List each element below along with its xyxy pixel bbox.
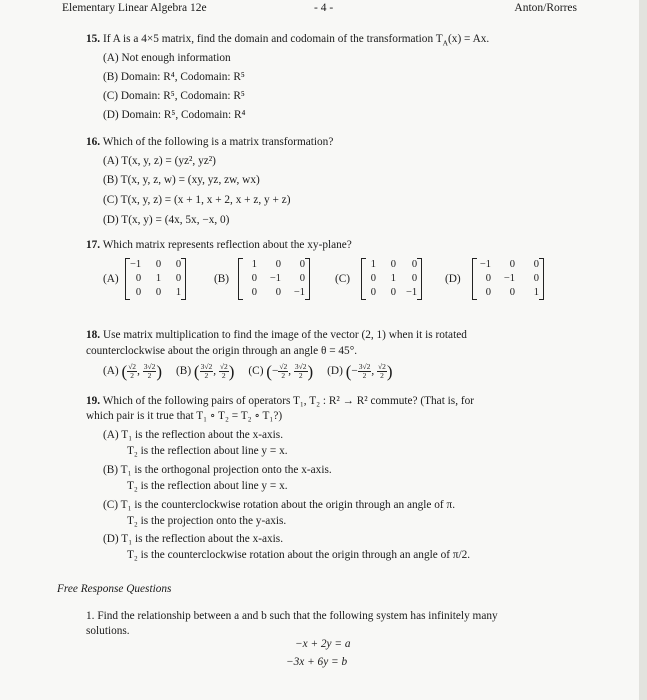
fraction-part: − bbox=[271, 365, 279, 378]
fr-q1-line1: Find the relationship between a and b such that the following system has infinitely many bbox=[97, 610, 498, 622]
matrix-cell: 0 bbox=[175, 259, 182, 270]
matrix-cell: 1 bbox=[370, 259, 376, 270]
matrix-cell: 0 bbox=[485, 273, 491, 284]
q16-option-d: (D) T(x, y) = (4x, 5x, −x, 0) bbox=[103, 214, 230, 226]
matrix-cell: 0 bbox=[533, 259, 539, 270]
q18-label: (A) bbox=[103, 365, 122, 378]
matrix-cell: 0 bbox=[370, 273, 376, 284]
q19-option-a: (A) T₁ is the reflection about the x-axis. bbox=[103, 429, 284, 441]
fraction-part: √2 bbox=[279, 362, 288, 371]
q17-matrix-3 bbox=[472, 258, 544, 300]
q16-option-c: (C) T(x, y, z) = (x + 1, x + 2, x + z, y + z) bbox=[103, 194, 291, 206]
q17-text: Which matrix represents reflection about the xy-plane? bbox=[102, 239, 352, 251]
q19-line2: which pair is it true that T₁ ∘ T₂ = T₂ ∘ T₁?) bbox=[86, 410, 283, 422]
matrix-cell: 0 bbox=[299, 273, 305, 284]
matrix-cell: −1 bbox=[130, 259, 142, 270]
matrix-cell: 0 bbox=[390, 259, 396, 270]
question-17 bbox=[86, 237, 352, 254]
matrix-cell: 1 bbox=[390, 273, 396, 284]
q18-option-2: (C) (− $\frac{√2}{2}$ , $\frac{3√2}{2}$ ) bbox=[248, 362, 314, 381]
q17-label-1: (B) bbox=[214, 273, 230, 285]
fraction-part: 2 bbox=[221, 371, 226, 380]
q18-label: (D) bbox=[327, 365, 346, 378]
q17-label-0: (A) bbox=[103, 273, 119, 285]
fraction bbox=[143, 363, 157, 380]
fraction-part: √2 bbox=[128, 362, 137, 371]
fraction-part: 2 bbox=[380, 371, 384, 380]
q19-option-b: (B) T₁ is the orthogonal projection onto the x-axis. bbox=[103, 464, 332, 476]
q15-option-d: (D) Domain: R⁵, Codomain: R⁴ bbox=[103, 109, 246, 121]
page-edge bbox=[639, 0, 647, 700]
matrix-cell: 0 bbox=[509, 259, 515, 270]
fr-equation-2: −3x + 6y = b bbox=[286, 656, 348, 668]
q16-text: Which of the following is a matrix transformation? bbox=[102, 136, 334, 148]
q19-option-c: (C) T₁ is the counterclockwise rotation about the origin through an angle of π. bbox=[103, 499, 456, 511]
fraction bbox=[278, 363, 288, 380]
q15-number: 15. bbox=[86, 33, 101, 45]
fraction-part: 3√2 bbox=[143, 362, 156, 371]
matrix-cell: 0 bbox=[275, 259, 281, 270]
q17-matrix-2 bbox=[361, 258, 422, 300]
question-15 bbox=[86, 31, 489, 51]
matrix-cell: 1 bbox=[175, 287, 182, 298]
q18-number: 18. bbox=[86, 329, 101, 341]
q18-options bbox=[103, 363, 393, 380]
fraction-part: 2 bbox=[147, 371, 152, 380]
matrix-cell: 1 bbox=[251, 259, 257, 270]
q17-number: 17. bbox=[86, 239, 101, 251]
fr-q1-number: 1. bbox=[86, 610, 95, 622]
matrix-cell: 0 bbox=[135, 287, 142, 298]
fraction-part: 3√2 bbox=[200, 362, 213, 371]
q19-option-c-t2: T₂ is the projection onto the y-axis. bbox=[127, 515, 287, 527]
header-right: Anton/Rorres bbox=[514, 2, 577, 14]
matrix-cell: 0 bbox=[135, 273, 142, 284]
matrix-cell: 0 bbox=[485, 287, 491, 298]
q15-text2: (x) = Ax. bbox=[448, 33, 490, 45]
fraction-part: 2 bbox=[281, 371, 286, 380]
question-18 bbox=[86, 327, 467, 344]
q19-line1: Which of the following pairs of operators T₁, T₂ : R² → R² commute? (That is, for bbox=[102, 395, 475, 407]
fraction-part: √2 bbox=[219, 362, 228, 371]
matrix-cell: 0 bbox=[251, 287, 257, 298]
matrix-cell: 0 bbox=[370, 287, 376, 298]
fr-equation-1: −x + 2y = a bbox=[295, 638, 351, 650]
q18-line1: Use matrix multiplication to find the image of the vector (2, 1) when it is rotated bbox=[102, 329, 467, 341]
matrix-cell: 0 bbox=[155, 287, 162, 298]
matrix-cell: −1 bbox=[293, 287, 305, 298]
q16-option-b: (B) T(x, y, z, w) = (xy, yz, zw, wx) bbox=[103, 174, 260, 186]
matrix-cell: 0 bbox=[411, 273, 418, 284]
matrix-cell: 0 bbox=[390, 287, 396, 298]
matrix-cell: 0 bbox=[155, 259, 162, 270]
q15-text: If A is a 4×5 matrix, find the domain and codomain of the transformation T bbox=[102, 33, 443, 45]
matrix-cell: 0 bbox=[251, 273, 257, 284]
fraction-part: − bbox=[351, 365, 358, 378]
matrix-cell: 0 bbox=[411, 259, 418, 270]
fraction bbox=[294, 363, 308, 380]
header-left: Elementary Linear Algebra 12e bbox=[62, 2, 207, 14]
q18-option-3: (D) (− $\frac{3√2}{2}$ , $\frac{√2}{2}$ ) bbox=[327, 362, 393, 381]
q19-number: 19. bbox=[86, 395, 101, 407]
q18-line2: counterclockwise about the origin through an angle θ = 45°. bbox=[86, 345, 358, 357]
q18-label: (C) bbox=[248, 365, 267, 378]
fraction-part: 2 bbox=[362, 371, 367, 380]
fraction-part: √2 bbox=[378, 362, 386, 371]
fraction bbox=[377, 363, 387, 380]
matrix-cell: −1 bbox=[479, 259, 491, 270]
q17-matrix-1 bbox=[238, 258, 310, 300]
matrix-cell: −1 bbox=[406, 287, 418, 298]
q19-option-b-t2: T₂ is the reflection about line y = x. bbox=[127, 480, 288, 492]
fraction bbox=[200, 363, 214, 380]
q15-option-c: (C) Domain: R⁵, Codomain: R⁵ bbox=[103, 90, 245, 102]
q19-option-a-t2: T₂ is the reflection about line y = x. bbox=[127, 445, 288, 457]
q17-label-3: (D) bbox=[445, 273, 461, 285]
fr-q1-line2: solutions. bbox=[86, 625, 130, 637]
matrix-cell: 0 bbox=[509, 287, 515, 298]
page-header bbox=[62, 2, 577, 14]
question-16 bbox=[86, 134, 333, 151]
q17-label-2: (C) bbox=[335, 273, 351, 285]
q18-option-0: (A) ( $\frac{√2}{2}$ , $\frac{3√2}{2}$ ) bbox=[103, 362, 163, 381]
q18-option-1: (B) ( $\frac{3√2}{2}$ , $\frac{√2}{2}$ ) bbox=[176, 362, 235, 381]
fraction bbox=[358, 363, 372, 380]
fraction bbox=[219, 363, 229, 380]
q15-option-b: (B) Domain: R⁴, Codomain: R⁵ bbox=[103, 71, 245, 83]
matrix-cell: 0 bbox=[533, 273, 539, 284]
q19-option-d-t2: T₂ is the counterclockwise rotation about the origin through an angle of π/2. bbox=[127, 549, 471, 561]
fraction-part: 2 bbox=[204, 371, 209, 380]
matrix-cell: 0 bbox=[275, 287, 281, 298]
header-center: - 4 - bbox=[314, 2, 334, 14]
fraction bbox=[127, 363, 137, 380]
matrix-cell: 0 bbox=[175, 273, 182, 284]
q16-number: 16. bbox=[86, 136, 101, 148]
free-response-heading: Free Response Questions bbox=[57, 583, 172, 595]
fraction-part: 2 bbox=[298, 371, 303, 380]
matrix-cell: −1 bbox=[503, 273, 515, 284]
matrix-cell: 1 bbox=[155, 273, 162, 284]
q15-sub: A bbox=[442, 38, 449, 48]
q17-matrix-0 bbox=[125, 258, 186, 300]
matrix-cell: 1 bbox=[533, 287, 539, 298]
q19-option-d: (D) T₁ is the reflection about the x-axis. bbox=[103, 533, 284, 545]
fraction-part: 3√2 bbox=[358, 362, 371, 371]
matrix-cell: 0 bbox=[299, 259, 305, 270]
matrix-cell: −1 bbox=[269, 273, 281, 284]
fraction-part: 2 bbox=[130, 371, 134, 380]
q16-option-a: (A) T(x, y, z) = (yz², yz²) bbox=[103, 155, 216, 167]
fraction-part: 3√2 bbox=[294, 362, 307, 371]
q15-option-a: (A) Not enough information bbox=[103, 52, 231, 64]
free-response-q1 bbox=[86, 608, 498, 625]
q18-label: (B) bbox=[176, 365, 194, 378]
